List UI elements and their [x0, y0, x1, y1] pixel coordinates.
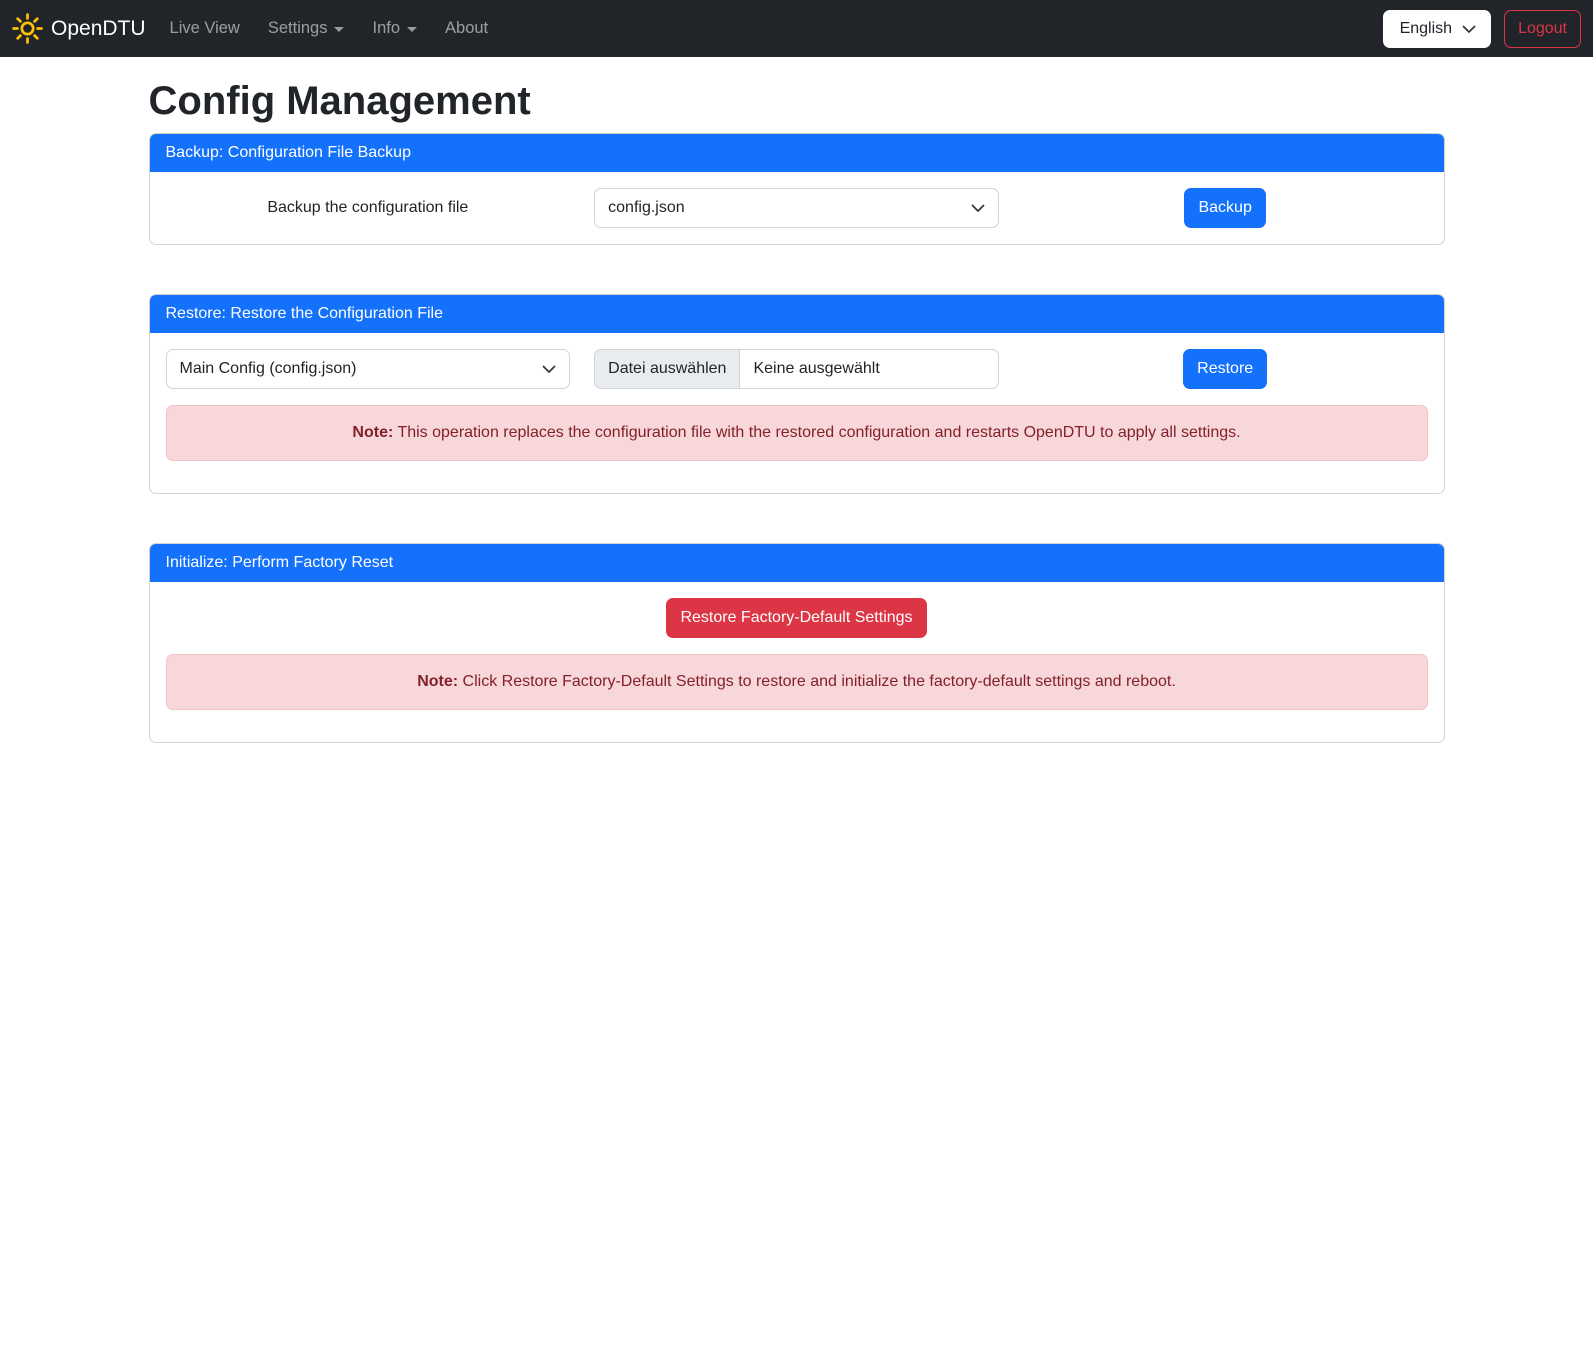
- navbar: [0, 0, 1593, 57]
- restore-note-alert: [166, 405, 1428, 461]
- restore-card: [149, 294, 1445, 494]
- nav-item-info[interactable]: Info: [358, 11, 431, 46]
- factory-reset-note-text: Click Restore Factory-Default Settings to restore and initialize the factory-default settings and reboot.: [458, 673, 1176, 690]
- backup-button[interactable]: Backup: [1184, 188, 1265, 228]
- restore-note-text: This operation replaces the configuration file with the restored configuration and restarts OpenDTU to apply all settings.: [393, 424, 1241, 441]
- brand-link[interactable]: [12, 13, 146, 44]
- chevron-down-icon: [970, 200, 986, 216]
- backup-file-select-value: config.json: [608, 199, 685, 216]
- backup-file-label: Backup the configuration file: [267, 199, 469, 216]
- navbar-right: [1383, 10, 1581, 48]
- restore-card-header: Restore: Restore the Configuration File: [150, 295, 1444, 333]
- restore-config-select[interactable]: [166, 349, 571, 389]
- chevron-down-icon: [334, 27, 344, 32]
- chevron-down-icon: [541, 361, 557, 377]
- nav-menu: [156, 11, 503, 46]
- factory-reset-card: [149, 543, 1445, 743]
- factory-reset-note-alert: [166, 654, 1428, 710]
- note-label: Note:: [417, 673, 459, 690]
- logout-button[interactable]: Logout: [1504, 10, 1581, 48]
- backup-card: [149, 133, 1445, 245]
- restore-file-input[interactable]: [594, 349, 999, 389]
- factory-reset-card-header: Initialize: Perform Factory Reset: [150, 544, 1444, 582]
- chevron-down-icon: [407, 27, 417, 32]
- nav-item-settings[interactable]: Settings: [254, 11, 359, 46]
- sun-icon: [12, 13, 43, 44]
- language-select[interactable]: [1383, 10, 1491, 48]
- note-label: Note:: [352, 424, 394, 441]
- factory-reset-card-body: [150, 582, 1444, 742]
- file-choose-button[interactable]: Datei auswählen: [595, 350, 740, 388]
- restore-button[interactable]: Restore: [1183, 349, 1267, 389]
- restore-card-body: [150, 333, 1444, 493]
- language-select-value: English: [1399, 19, 1453, 37]
- brand-label: OpenDTU: [51, 16, 146, 40]
- nav-item-about[interactable]: About: [445, 19, 489, 37]
- backup-file-select[interactable]: [594, 188, 999, 228]
- factory-reset-button[interactable]: Restore Factory-Default Settings: [666, 598, 926, 638]
- backup-card-body: [150, 172, 1444, 244]
- restore-config-select-value: Main Config (config.json): [179, 360, 357, 377]
- nav-item-live-view[interactable]: Live View: [169, 19, 240, 37]
- main-content: [137, 57, 1457, 743]
- chevron-down-icon: [1461, 21, 1477, 37]
- backup-card-header: Backup: Configuration File Backup: [150, 134, 1444, 172]
- file-status-text: Keine ausgewählt: [753, 360, 880, 377]
- page-title: Config Management: [148, 79, 531, 123]
